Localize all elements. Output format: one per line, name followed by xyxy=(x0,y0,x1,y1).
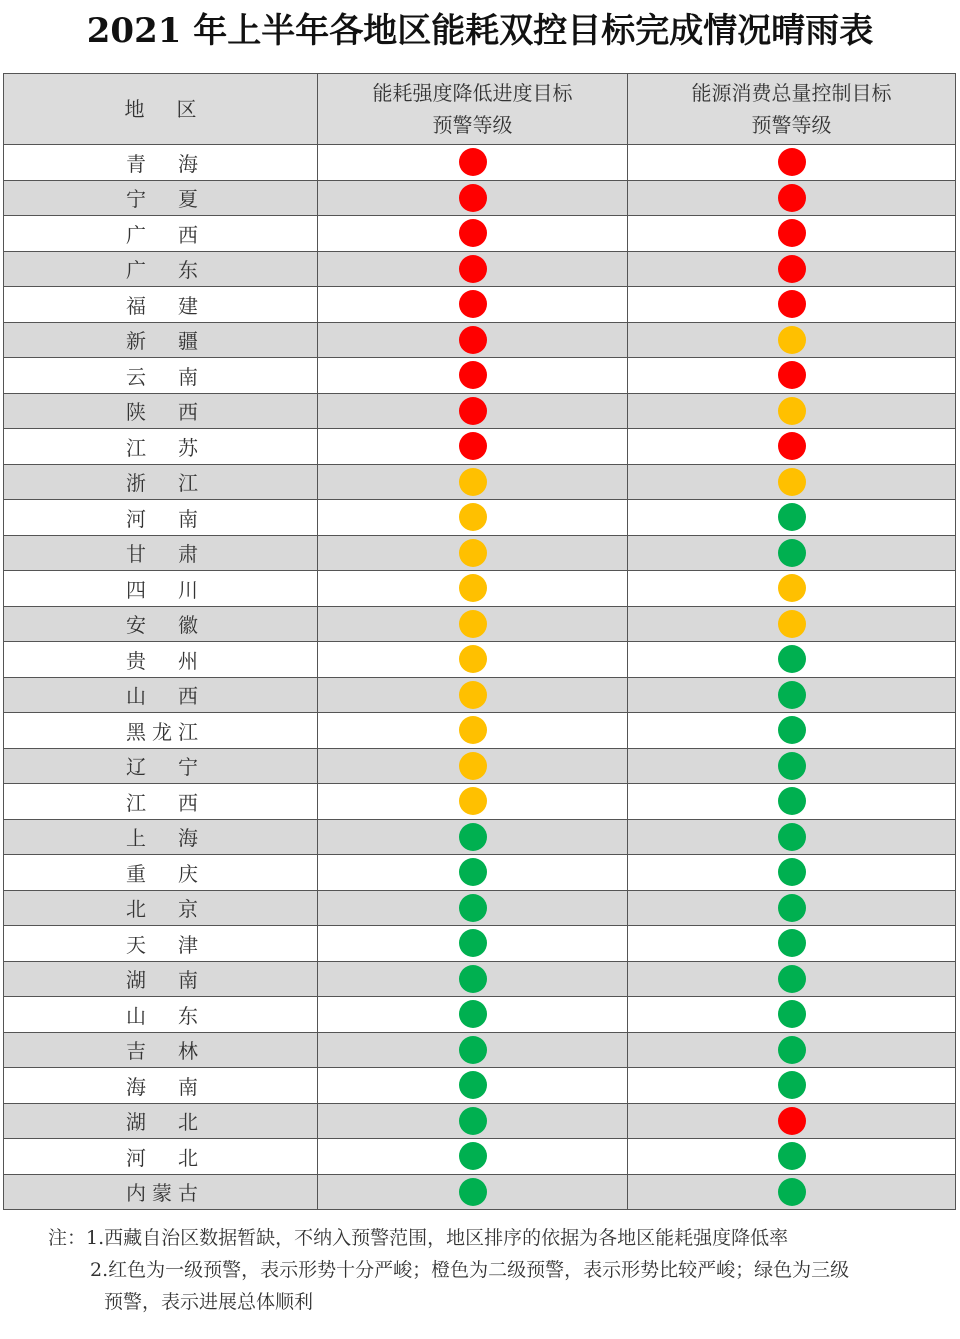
table-row xyxy=(4,287,956,323)
intensity-warning-cell xyxy=(318,1174,628,1210)
green-warning-dot xyxy=(778,681,806,709)
green-warning-dot xyxy=(778,645,806,673)
green-warning-dot xyxy=(778,894,806,922)
region-cell xyxy=(4,748,318,784)
table-header-row xyxy=(4,74,956,145)
intensity-warning-cell xyxy=(318,1139,628,1175)
region-cell xyxy=(4,287,318,323)
green-warning-dot xyxy=(459,929,487,957)
green-warning-dot xyxy=(778,1178,806,1206)
header-intensity-line1: 能耗强度降低进度目标 xyxy=(372,81,573,105)
region-name: 湖北 xyxy=(126,1110,198,1135)
note-line-1: 注：1.西藏自治区数据暂缺，不纳入预警范围，地区排序的依据为各地区能耗强度降低率 xyxy=(48,1227,789,1249)
table-row xyxy=(4,713,956,749)
red-warning-dot xyxy=(459,255,487,283)
table-row xyxy=(4,642,956,678)
region-name: 浙江 xyxy=(126,471,198,496)
region-name: 青海 xyxy=(126,151,198,176)
red-warning-dot xyxy=(459,219,487,247)
total-warning-cell xyxy=(628,429,956,465)
red-warning-dot xyxy=(459,290,487,318)
region-name: 上海 xyxy=(126,826,198,851)
total-warning-cell xyxy=(628,1103,956,1139)
red-warning-dot xyxy=(459,432,487,460)
intensity-warning-cell xyxy=(318,997,628,1033)
table-row xyxy=(4,784,956,820)
table-row xyxy=(4,535,956,571)
region-cell xyxy=(4,500,318,536)
region-name: 江西 xyxy=(126,790,198,815)
region-name: 贵州 xyxy=(126,648,198,673)
intensity-warning-cell xyxy=(318,961,628,997)
region-name: 山西 xyxy=(126,684,198,709)
intensity-warning-cell xyxy=(318,748,628,784)
green-warning-dot xyxy=(459,1036,487,1064)
intensity-warning-cell xyxy=(318,322,628,358)
region-name: 河南 xyxy=(126,506,198,531)
region-name: 云南 xyxy=(126,364,198,389)
green-warning-dot xyxy=(778,716,806,744)
total-warning-cell xyxy=(628,1032,956,1068)
red-warning-dot xyxy=(459,184,487,212)
footnotes xyxy=(48,1222,953,1318)
intensity-warning-cell xyxy=(318,535,628,571)
table-row xyxy=(4,819,956,855)
table-row xyxy=(4,748,956,784)
orange-warning-dot xyxy=(459,681,487,709)
orange-warning-dot xyxy=(778,326,806,354)
orange-warning-dot xyxy=(459,787,487,815)
intensity-warning-cell xyxy=(318,606,628,642)
intensity-warning-cell xyxy=(318,145,628,181)
green-warning-dot xyxy=(459,858,487,886)
region-cell xyxy=(4,358,318,394)
header-total-line2: 预警等级 xyxy=(751,113,832,137)
red-warning-dot xyxy=(459,397,487,425)
orange-warning-dot xyxy=(459,503,487,531)
warning-table xyxy=(3,73,956,1210)
total-warning-cell xyxy=(628,748,956,784)
orange-warning-dot xyxy=(778,610,806,638)
intensity-warning-cell xyxy=(318,1068,628,1104)
region-cell xyxy=(4,784,318,820)
total-warning-cell xyxy=(628,464,956,500)
region-cell xyxy=(4,1103,318,1139)
region-cell xyxy=(4,819,318,855)
orange-warning-dot xyxy=(778,397,806,425)
table-row xyxy=(4,358,956,394)
region-name: 山东 xyxy=(126,1003,198,1028)
region-name: 内蒙古 xyxy=(126,1181,198,1206)
intensity-warning-cell xyxy=(318,393,628,429)
total-warning-cell xyxy=(628,713,956,749)
orange-warning-dot xyxy=(459,752,487,780)
region-name: 福建 xyxy=(126,293,198,318)
table-body xyxy=(4,145,956,1210)
region-cell xyxy=(4,322,318,358)
intensity-warning-cell xyxy=(318,464,628,500)
red-warning-dot xyxy=(778,255,806,283)
table-row xyxy=(4,997,956,1033)
region-cell xyxy=(4,926,318,962)
region-cell xyxy=(4,180,318,216)
region-name: 辽宁 xyxy=(126,755,198,780)
table-row xyxy=(4,677,956,713)
orange-warning-dot xyxy=(459,716,487,744)
orange-warning-dot xyxy=(459,539,487,567)
header-total-line1: 能源消费总量控制目标 xyxy=(691,81,892,105)
region-cell xyxy=(4,890,318,926)
orange-warning-dot xyxy=(459,610,487,638)
table-row xyxy=(4,500,956,536)
green-warning-dot xyxy=(778,823,806,851)
table-row xyxy=(4,251,956,287)
green-warning-dot xyxy=(778,1071,806,1099)
table-row xyxy=(4,393,956,429)
total-warning-cell xyxy=(628,500,956,536)
table-row xyxy=(4,216,956,252)
total-warning-cell xyxy=(628,358,956,394)
green-warning-dot xyxy=(459,965,487,993)
header-region-label: 地区 xyxy=(124,97,197,121)
region-name: 广西 xyxy=(126,222,198,247)
table-row xyxy=(4,1174,956,1210)
region-cell xyxy=(4,1139,318,1175)
intensity-warning-cell xyxy=(318,642,628,678)
region-name: 宁夏 xyxy=(126,187,198,212)
intensity-warning-cell xyxy=(318,216,628,252)
total-warning-cell xyxy=(628,890,956,926)
intensity-warning-cell xyxy=(318,571,628,607)
green-warning-dot xyxy=(459,823,487,851)
total-warning-cell xyxy=(628,642,956,678)
orange-warning-dot xyxy=(778,468,806,496)
header-total xyxy=(628,74,956,145)
intensity-warning-cell xyxy=(318,784,628,820)
table-row xyxy=(4,926,956,962)
intensity-warning-cell xyxy=(318,429,628,465)
total-warning-cell xyxy=(628,251,956,287)
region-name: 江苏 xyxy=(126,435,198,460)
table-row xyxy=(4,571,956,607)
table-row xyxy=(4,322,956,358)
green-warning-dot xyxy=(778,752,806,780)
region-cell xyxy=(4,535,318,571)
region-name: 河北 xyxy=(126,1145,198,1170)
intensity-warning-cell xyxy=(318,287,628,323)
green-warning-dot xyxy=(778,1142,806,1170)
region-name: 陕西 xyxy=(126,400,198,425)
table-row xyxy=(4,464,956,500)
orange-warning-dot xyxy=(459,468,487,496)
total-warning-cell xyxy=(628,997,956,1033)
table-row xyxy=(4,890,956,926)
region-name: 海南 xyxy=(126,1074,198,1099)
green-warning-dot xyxy=(459,1107,487,1135)
green-warning-dot xyxy=(459,1178,487,1206)
total-warning-cell xyxy=(628,145,956,181)
total-warning-cell xyxy=(628,1139,956,1175)
region-name: 吉林 xyxy=(126,1039,198,1064)
header-intensity xyxy=(318,74,628,145)
orange-warning-dot xyxy=(459,574,487,602)
header-intensity-line2: 预警等级 xyxy=(432,113,513,137)
green-warning-dot xyxy=(778,787,806,815)
region-cell xyxy=(4,1174,318,1210)
intensity-warning-cell xyxy=(318,677,628,713)
red-warning-dot xyxy=(778,219,806,247)
intensity-warning-cell xyxy=(318,180,628,216)
green-warning-dot xyxy=(778,929,806,957)
region-cell xyxy=(4,713,318,749)
total-warning-cell xyxy=(628,535,956,571)
total-warning-cell xyxy=(628,961,956,997)
region-cell xyxy=(4,606,318,642)
green-warning-dot xyxy=(778,1036,806,1064)
green-warning-dot xyxy=(778,539,806,567)
red-warning-dot xyxy=(778,432,806,460)
region-cell xyxy=(4,429,318,465)
green-warning-dot xyxy=(459,894,487,922)
note-line-3: 预警，表示进展总体顺利 xyxy=(104,1291,314,1313)
red-warning-dot xyxy=(778,361,806,389)
total-warning-cell xyxy=(628,819,956,855)
intensity-warning-cell xyxy=(318,358,628,394)
page-title: 2021 年上半年各地区能耗双控目标完成情况晴雨表 xyxy=(86,11,874,51)
region-name: 湖南 xyxy=(126,968,198,993)
region-name: 新疆 xyxy=(126,329,198,354)
intensity-warning-cell xyxy=(318,713,628,749)
table-row xyxy=(4,855,956,891)
region-cell xyxy=(4,393,318,429)
region-cell xyxy=(4,216,318,252)
green-warning-dot xyxy=(778,1000,806,1028)
header-region xyxy=(4,74,318,145)
intensity-warning-cell xyxy=(318,926,628,962)
region-name: 黑龙江 xyxy=(126,719,198,744)
green-warning-dot xyxy=(459,1071,487,1099)
total-warning-cell xyxy=(628,1068,956,1104)
table-row xyxy=(4,961,956,997)
intensity-warning-cell xyxy=(318,855,628,891)
region-cell xyxy=(4,145,318,181)
region-cell xyxy=(4,677,318,713)
green-warning-dot xyxy=(778,503,806,531)
region-cell xyxy=(4,571,318,607)
total-warning-cell xyxy=(628,180,956,216)
green-warning-dot xyxy=(778,965,806,993)
total-warning-cell xyxy=(628,287,956,323)
green-warning-dot xyxy=(459,1142,487,1170)
note-line-2: 2.红色为一级预警，表示形势十分严峻；橙色为二级预警，表示形势比较严峻；绿色为三级 xyxy=(90,1259,850,1281)
green-warning-dot xyxy=(778,858,806,886)
red-warning-dot xyxy=(459,361,487,389)
total-warning-cell xyxy=(628,606,956,642)
region-name: 甘肃 xyxy=(126,542,198,567)
region-name: 安徽 xyxy=(126,613,198,638)
total-warning-cell xyxy=(628,784,956,820)
region-cell xyxy=(4,464,318,500)
region-cell xyxy=(4,1032,318,1068)
intensity-warning-cell xyxy=(318,1103,628,1139)
table-row xyxy=(4,1068,956,1104)
table-row xyxy=(4,429,956,465)
green-warning-dot xyxy=(459,1000,487,1028)
intensity-warning-cell xyxy=(318,500,628,536)
intensity-warning-cell xyxy=(318,819,628,855)
region-cell xyxy=(4,855,318,891)
region-cell xyxy=(4,997,318,1033)
red-warning-dot xyxy=(778,290,806,318)
red-warning-dot xyxy=(459,148,487,176)
red-warning-dot xyxy=(778,148,806,176)
total-warning-cell xyxy=(628,393,956,429)
region-cell xyxy=(4,961,318,997)
intensity-warning-cell xyxy=(318,1032,628,1068)
total-warning-cell xyxy=(628,855,956,891)
region-name: 重庆 xyxy=(126,861,198,886)
region-cell xyxy=(4,251,318,287)
red-warning-dot xyxy=(459,326,487,354)
region-name: 广东 xyxy=(126,258,198,283)
table-row xyxy=(4,1139,956,1175)
region-cell xyxy=(4,642,318,678)
table-row xyxy=(4,1103,956,1139)
orange-warning-dot xyxy=(459,645,487,673)
table-row xyxy=(4,606,956,642)
intensity-warning-cell xyxy=(318,890,628,926)
region-name: 北京 xyxy=(126,897,198,922)
total-warning-cell xyxy=(628,216,956,252)
total-warning-cell xyxy=(628,1174,956,1210)
table-row xyxy=(4,1032,956,1068)
table-row xyxy=(4,180,956,216)
region-cell xyxy=(4,1068,318,1104)
total-warning-cell xyxy=(628,926,956,962)
total-warning-cell xyxy=(628,571,956,607)
total-warning-cell xyxy=(628,322,956,358)
region-name: 天津 xyxy=(126,932,198,957)
table-row xyxy=(4,145,956,181)
region-name: 四川 xyxy=(126,577,198,602)
total-warning-cell xyxy=(628,677,956,713)
red-warning-dot xyxy=(778,184,806,212)
orange-warning-dot xyxy=(778,574,806,602)
red-warning-dot xyxy=(778,1107,806,1135)
intensity-warning-cell xyxy=(318,251,628,287)
